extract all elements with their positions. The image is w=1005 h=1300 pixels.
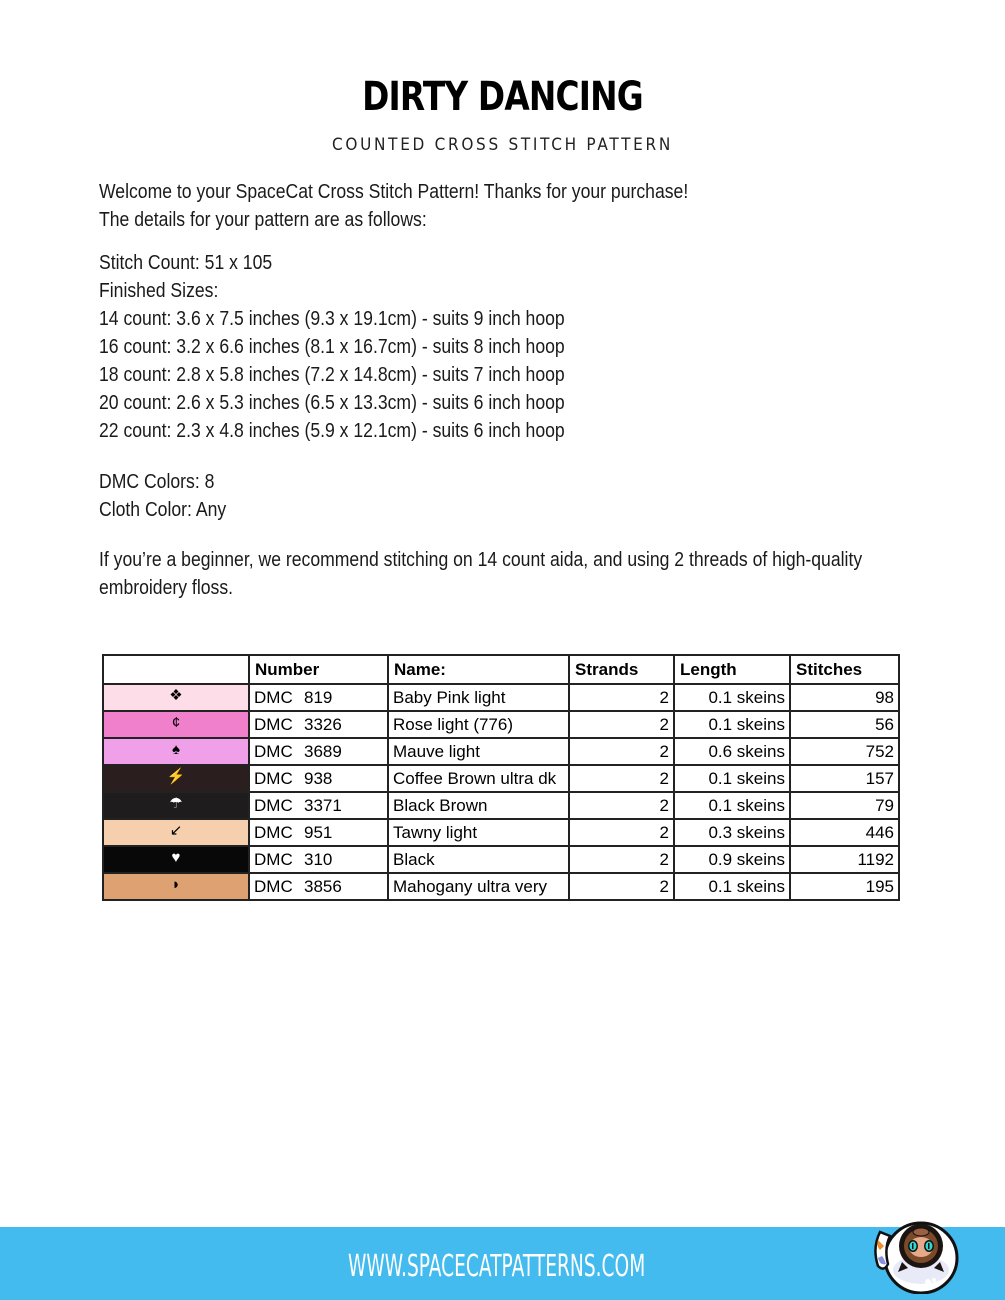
dmc-brand: DMC: [254, 768, 293, 788]
size-20-count: 20 count: 2.6 x 5.3 inches (6.5 x 13.3cm) - suits 6 inch hoop: [99, 392, 565, 414]
beginner-advice: [99, 546, 862, 602]
floss-table: [102, 654, 900, 901]
dmc-brand: DMC: [254, 876, 293, 896]
half-circle-icon: ◗: [171, 876, 181, 893]
length-cell: 0.1 skeins: [674, 765, 790, 792]
stitches-cell: 446: [790, 819, 899, 846]
spacecat-logo-icon: [858, 1212, 968, 1294]
table-header-row: [103, 655, 899, 684]
advice-line-1: If you’re a beginner, we recommend stitching on 14 count aida, and using 2 threads of high-quality: [99, 549, 863, 571]
header-strands: Strands: [569, 655, 674, 684]
heart-icon: ♥: [171, 849, 181, 866]
dmc-number-cell: [249, 711, 388, 738]
cent-sign-icon: ¢: [171, 714, 181, 731]
color-info: [99, 468, 226, 524]
symbol-cell: [103, 846, 249, 873]
symbol-cell: [103, 765, 249, 792]
dmc-brand: DMC: [254, 849, 293, 869]
color-name-cell: Mauve light: [388, 738, 569, 765]
dmc-number: 3689: [304, 741, 342, 761]
table-row: [103, 792, 899, 819]
table-row: [103, 873, 899, 900]
advice-line-2: embroidery floss.: [99, 577, 234, 599]
diamond-cluster-icon: ❖: [169, 687, 183, 704]
cloth-color: Cloth Color: Any: [99, 499, 227, 521]
umbrella-icon: ☂: [169, 795, 183, 812]
color-name-cell: Rose light (776): [388, 711, 569, 738]
color-name-cell: Baby Pink light: [388, 684, 569, 711]
header-name: Name:: [388, 655, 569, 684]
color-name-cell: Mahogany ultra very: [388, 873, 569, 900]
size-16-count: 16 count: 3.2 x 6.6 inches (8.1 x 16.7cm) - suits 8 inch hoop: [99, 336, 565, 358]
length-cell: 0.1 skeins: [674, 873, 790, 900]
page-title: DIRTY DANCING: [362, 74, 643, 120]
dmc-brand: DMC: [254, 795, 293, 815]
dmc-number-cell: [249, 792, 388, 819]
stitches-cell: 195: [790, 873, 899, 900]
color-name-cell: Tawny light: [388, 819, 569, 846]
header-length: Length: [674, 655, 790, 684]
dmc-brand: DMC: [254, 741, 293, 761]
table-row: [103, 765, 899, 792]
pattern-details: [99, 249, 565, 445]
length-cell: 0.9 skeins: [674, 846, 790, 873]
stitches-cell: 56: [790, 711, 899, 738]
stitches-cell: 157: [790, 765, 899, 792]
table-row: [103, 819, 899, 846]
dmc-number-cell: [249, 846, 388, 873]
dmc-number: 3856: [304, 876, 342, 896]
dmc-number-cell: [249, 819, 388, 846]
stitches-cell: 1192: [790, 846, 899, 873]
dmc-number: 938: [304, 768, 333, 788]
table-row: [103, 846, 899, 873]
table-row: [103, 684, 899, 711]
dmc-number: 951: [304, 822, 333, 842]
length-cell: 0.1 skeins: [674, 792, 790, 819]
footer-bar: [0, 1227, 1005, 1300]
dmc-brand: DMC: [254, 687, 293, 707]
strands-cell: 2: [569, 738, 674, 765]
strands-cell: 2: [569, 873, 674, 900]
symbol-cell: [103, 873, 249, 900]
strands-cell: 2: [569, 792, 674, 819]
length-cell: 0.1 skeins: [674, 684, 790, 711]
dmc-number-cell: [249, 738, 388, 765]
table-row: [103, 711, 899, 738]
intro-line-1: Welcome to your SpaceCat Cross Stitch Pattern! Thanks for your purchase!: [99, 181, 689, 203]
length-cell: 0.1 skeins: [674, 711, 790, 738]
dmc-number: 3326: [304, 714, 342, 734]
size-22-count: 22 count: 2.3 x 4.8 inches (5.9 x 12.1cm) - suits 6 inch hoop: [99, 420, 565, 442]
length-cell: 0.3 skeins: [674, 819, 790, 846]
symbol-cell: [103, 684, 249, 711]
intro-text: [99, 178, 688, 234]
table-row: [103, 738, 899, 765]
symbol-cell: [103, 738, 249, 765]
symbol-cell: [103, 792, 249, 819]
lightning-icon: ⚡: [166, 768, 186, 785]
length-cell: 0.6 skeins: [674, 738, 790, 765]
stitch-count: Stitch Count: 51 x 105: [99, 252, 273, 274]
symbol-cell: [103, 711, 249, 738]
page-subtitle: COUNTED CROSS STITCH PATTERN: [331, 135, 674, 155]
stitches-cell: 752: [790, 738, 899, 765]
header-stitches: Stitches: [790, 655, 899, 684]
dmc-number: 819: [304, 687, 333, 707]
dmc-colors-count: DMC Colors: 8: [99, 471, 215, 493]
color-name-cell: Black Brown: [388, 792, 569, 819]
stitches-cell: 79: [790, 792, 899, 819]
strands-cell: 2: [569, 846, 674, 873]
size-18-count: 18 count: 2.8 x 5.8 inches (7.2 x 14.8cm) - suits 7 inch hoop: [99, 364, 565, 386]
strands-cell: 2: [569, 684, 674, 711]
color-name-cell: Black: [388, 846, 569, 873]
dmc-brand: DMC: [254, 714, 293, 734]
dmc-number: 3371: [304, 795, 342, 815]
header-number: Number: [249, 655, 388, 684]
header-symbol: [103, 655, 249, 684]
dmc-brand: DMC: [254, 822, 293, 842]
spade-icon: ♠: [172, 741, 180, 758]
dmc-number-cell: [249, 873, 388, 900]
finished-sizes-label: Finished Sizes:: [99, 280, 219, 302]
strands-cell: 2: [569, 819, 674, 846]
diagonal-arrow-icon: ↙: [169, 822, 183, 839]
color-name-cell: Coffee Brown ultra dk: [388, 765, 569, 792]
website-link[interactable]: WWW.SPACECATPATTERNS.COM: [348, 1249, 646, 1284]
strands-cell: 2: [569, 711, 674, 738]
dmc-number-cell: [249, 684, 388, 711]
strands-cell: 2: [569, 765, 674, 792]
dmc-number-cell: [249, 765, 388, 792]
size-14-count: 14 count: 3.6 x 7.5 inches (9.3 x 19.1cm) - suits 9 inch hoop: [99, 308, 565, 330]
stitches-cell: 98: [790, 684, 899, 711]
dmc-number: 310: [304, 849, 333, 869]
intro-line-2: The details for your pattern are as follows:: [99, 209, 427, 231]
symbol-cell: [103, 819, 249, 846]
